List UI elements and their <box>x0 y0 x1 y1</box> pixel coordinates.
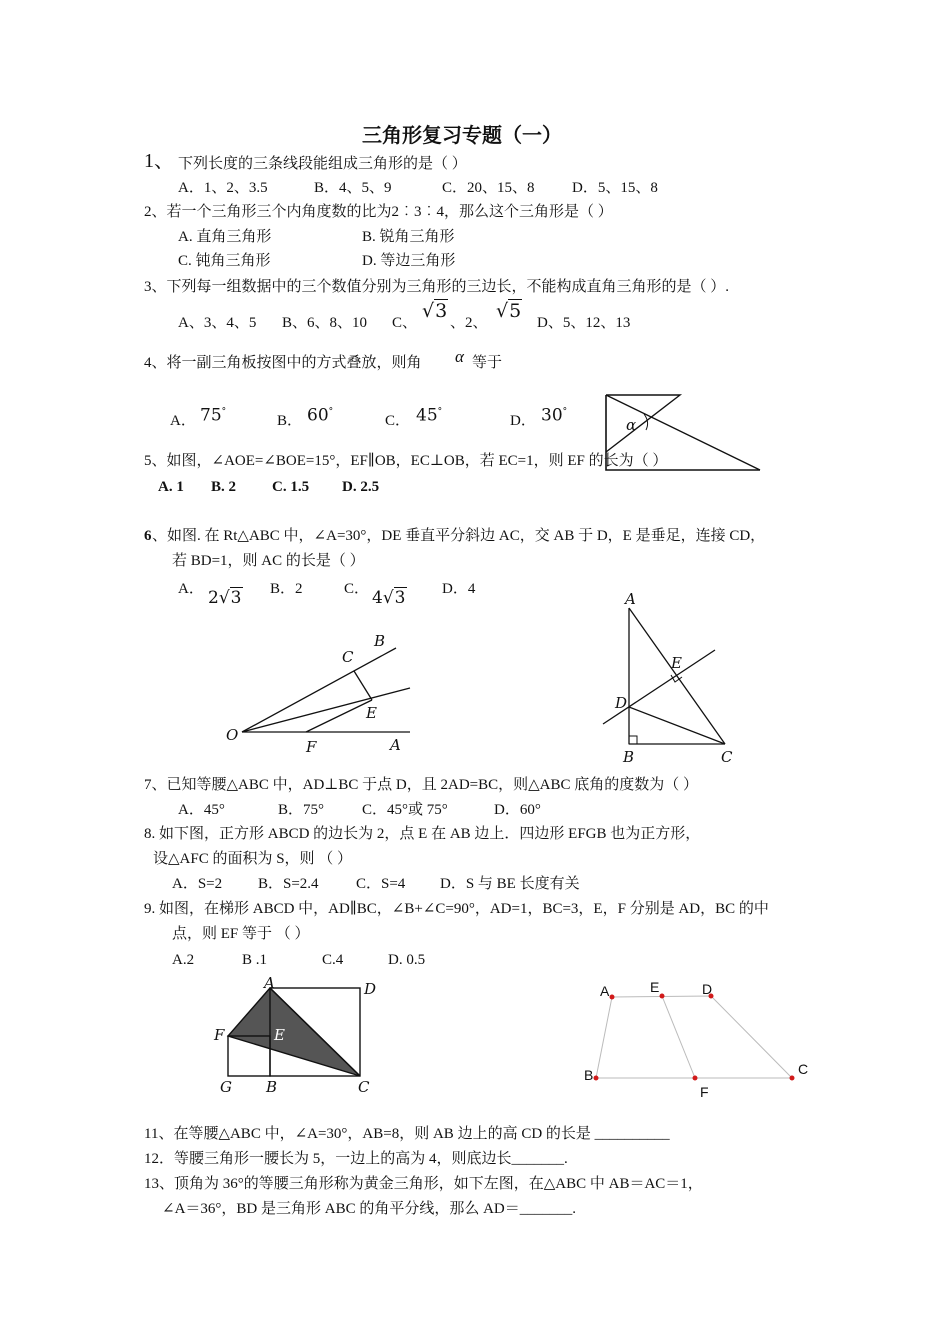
q6-option-c-label: C． <box>344 581 370 597</box>
label-f: F <box>306 738 317 756</box>
q5-option-d: D. 2.5 <box>342 479 380 495</box>
q7-option-d: D．60° <box>494 802 541 818</box>
q9-option-d: D. 0.5 <box>388 952 426 968</box>
q1-option-a: A．1、2、3.5 <box>178 180 268 196</box>
segment-ef <box>306 700 372 732</box>
page-title: 三角形复习专题（一） <box>362 123 562 147</box>
q8-option-a: A．S=2 <box>172 876 223 892</box>
q2-stem: 2、若一个三角形三个内角度数的比为2︰3︰4，那么这个三角形是（ ） <box>144 204 613 220</box>
q3-option-d: D、5、12、13 <box>537 315 631 331</box>
label-c: C <box>342 648 354 666</box>
q3-stem: 3、下列每一组数据中的三个数值分别为三角形的三边长，不能构成直角三角形的是（ ）. <box>144 279 730 295</box>
label-a: A <box>390 736 401 754</box>
q3-radicand-2: 5 <box>509 300 522 322</box>
q5-angle-figure <box>220 628 420 758</box>
q6-option-a-value: 2√3 <box>208 588 242 608</box>
q6-line1: 、如图. 在 Rt△ABC 中，∠A=30°，DE 垂直平分斜边 AC，交 AB 于 D，E 是垂足，连接 CD， <box>152 528 766 544</box>
q9-line2: 点，则 EF 等于 （ ） <box>172 926 310 942</box>
label-b: B <box>623 748 635 766</box>
q4-option-c-value: 45° <box>416 405 443 426</box>
label-g: G <box>220 1078 232 1096</box>
segment-ef <box>662 996 695 1078</box>
q12-text: 12．等腰三角形一腰长为 5，一边上的高为 4，则底边长_______. <box>144 1151 568 1167</box>
q6-option-a-label: A． <box>178 581 204 597</box>
side-ac <box>629 608 725 744</box>
q6-option-c-value: 4√3 <box>372 588 406 608</box>
shaded-triangle-afc <box>228 988 360 1076</box>
q8-option-d: D．S 与 BE 长度有关 <box>440 876 580 892</box>
q8-line1: 8. 如下图，正方形 ABCD 的边长为 2，点 E 在 AB 边上．四边形 EFGB 也为正方形， <box>144 826 701 842</box>
right-angle-b <box>629 736 637 744</box>
q4-option-a-label: A． <box>170 413 196 429</box>
q9-option-b: B .1 <box>242 952 268 968</box>
q2-option-c: C. 钝角三角形 <box>178 253 271 269</box>
q6-triangle-figure <box>595 588 733 768</box>
q4-alpha-label: α <box>626 416 637 434</box>
label-a: A <box>600 983 610 999</box>
label-d: D <box>702 981 713 997</box>
q3-option-b: B、6、8、10 <box>282 315 368 331</box>
label-b: B <box>374 632 386 650</box>
q3-option-a: A、3、4、5 <box>178 315 257 331</box>
q7-option-c: C．45°或 75° <box>362 802 448 818</box>
q4-stem-suffix: 等于 <box>472 355 503 371</box>
q3-radicand-1: 3 <box>435 300 448 322</box>
q8-square-figure <box>210 974 380 1096</box>
q4-option-d-label: D． <box>510 413 536 429</box>
label-b: B <box>584 1067 594 1083</box>
point-c <box>790 1076 795 1081</box>
q13-line2: ∠A＝36°，BD 是三角形 ABC 的角平分线，那么 AD＝_______. <box>162 1201 576 1217</box>
q9-option-a: A.2 <box>172 952 195 968</box>
q7-option-a: A．45° <box>178 802 225 818</box>
q7-stem: 7、已知等腰△ABC 中，AD⊥BC 于点 D，且 2AD=BC，则△ABC 底角的度数为（ ） <box>144 777 699 793</box>
q1-option-d: D．5、15、8 <box>572 180 658 196</box>
q2-option-a: A. 直角三角形 <box>178 229 272 245</box>
q3-option-c-sqrt3: √3 <box>422 300 448 322</box>
q5-option-c: C. 1.5 <box>272 479 310 495</box>
q2-option-b: B. 锐角三角形 <box>362 229 455 245</box>
q1-option-c: C．20、15、8 <box>442 180 535 196</box>
q4-option-c-label: C． <box>385 413 411 429</box>
q6-number: 6 <box>144 528 152 544</box>
q4-stem-prefix: 4、将一副三角板按图中的方式叠放，则角 <box>144 355 422 371</box>
q8-line2: 设△AFC 的面积为 S，则 （ ） <box>153 851 353 867</box>
point-a <box>610 995 615 1000</box>
q6-option-d: D．4 <box>442 581 476 597</box>
label-f: F <box>214 1026 225 1044</box>
q4-small-triangle <box>606 395 680 452</box>
q4-option-d-value: 30° <box>541 405 568 426</box>
q7-option-b: B．75° <box>278 802 325 818</box>
label-e: E <box>274 1026 285 1044</box>
q3-option-c-prefix: C、 <box>392 315 418 331</box>
q3-option-c-sqrt5: √5 <box>496 300 522 322</box>
label-d: D <box>364 980 377 998</box>
alpha-symbol: α <box>455 347 464 366</box>
q11-text: 11、在等腰△ABC 中，∠A=30°，AB=8，则 AB 边上的高 CD 的长是 __________ <box>144 1126 670 1142</box>
q8-option-b: B．S=2.4 <box>258 876 319 892</box>
label-e: E <box>366 704 377 722</box>
q6-option-b: B．2 <box>270 581 303 597</box>
label-c: C <box>798 1061 809 1077</box>
segment-cd <box>629 707 725 744</box>
segment-ec <box>354 671 372 700</box>
perpendicular-bisector-de <box>603 650 715 724</box>
label-a: A <box>625 590 636 608</box>
q1-number: 1、 <box>144 150 174 172</box>
q8-option-c: C．S=4 <box>356 876 406 892</box>
q1-stem: 下列长度的三条线段能组成三角形的是（ ） <box>178 156 467 172</box>
q4-option-b-label: B． <box>277 413 303 429</box>
label-e: E <box>671 654 682 672</box>
label-o: O <box>226 726 239 744</box>
q9-line1: 9. 如图，在梯形 ABCD 中，AD∥BC，∠B+∠C=90°，AD=1，BC=3，E，F 分别是 AD，BC 的中 <box>144 901 769 917</box>
point-e <box>660 994 665 999</box>
q5-option-a: A. 1 <box>158 479 184 495</box>
label-f: F <box>700 1084 709 1100</box>
label-c: C <box>721 748 733 766</box>
q5-stem: 5、如图，∠AOE=∠BOE=15°，EF∥OB，EC⊥OB，若 EC=1，则 EF 的长为（ ） <box>144 453 668 469</box>
trapezoid-abcd <box>596 996 792 1078</box>
point-f <box>693 1076 698 1081</box>
q9-trapezoid-figure <box>580 976 820 1101</box>
label-a: A <box>264 974 275 992</box>
q4-option-a-value: 75° <box>200 405 227 426</box>
label-e: E <box>650 979 660 995</box>
q4-option-b-value: 60° <box>307 405 334 426</box>
q9-option-c: C.4 <box>322 952 344 968</box>
q5-option-b: B. 2 <box>211 479 237 495</box>
q13-line1: 13、顶角为 36°的等腰三角形称为黄金三角形，如下左图，在△ABC 中 AB＝AC＝1， <box>144 1176 703 1192</box>
q6-line2: 若 BD=1，则 AC 的长是（ ） <box>172 553 365 569</box>
q2-option-d: D. 等边三角形 <box>362 253 456 269</box>
ray-oe <box>242 688 410 732</box>
label-d: D <box>615 694 628 712</box>
point-b <box>594 1076 599 1081</box>
label-c: C <box>358 1078 370 1096</box>
q3-option-c-sep: 、2、 <box>450 315 488 331</box>
label-b: B <box>266 1078 278 1096</box>
q1-option-b: B．4、5、9 <box>314 180 392 196</box>
